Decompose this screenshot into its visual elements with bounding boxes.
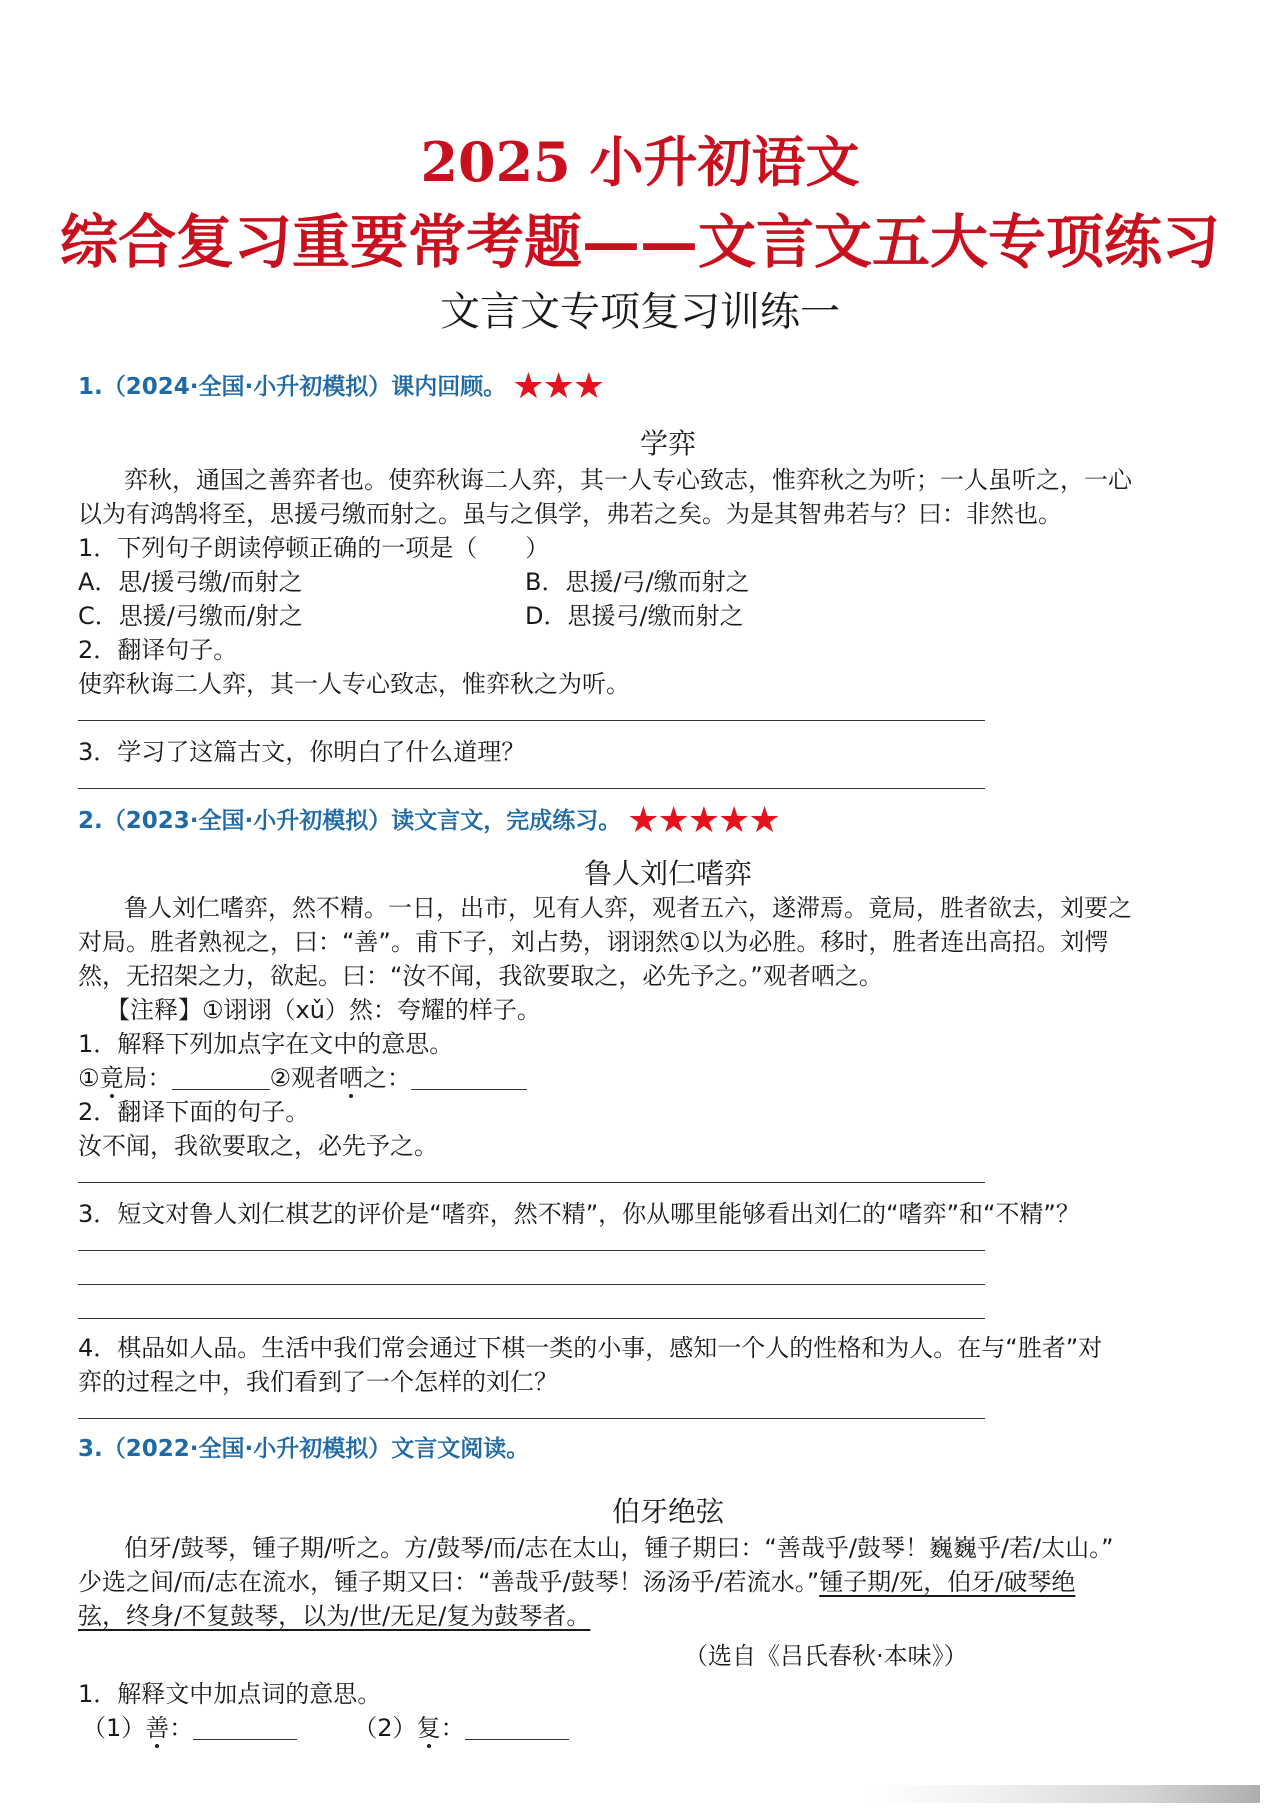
- q3-passage-title: 伯牙绝弦: [611, 1495, 724, 1528]
- q2-sub1-a-suffix: 局：: [123, 1064, 172, 1092]
- q3-sub1-b-blank[interactable]: [465, 1715, 569, 1740]
- q3-sub1-a-prefix: （1）: [82, 1714, 146, 1742]
- q3-sub1-prompt: 1．解释文中加点词的意思。: [78, 1680, 382, 1708]
- q3-sub1-b-prefix: （2）: [353, 1714, 417, 1742]
- q3-underlined-sentence-part2: 弦，终身/不复鼓琴，以为/世/无足/复为鼓琴者。: [78, 1602, 591, 1630]
- q1-option-d: D．思援弓/缴而射之: [525, 602, 744, 630]
- q1-passage-title: 学弈: [639, 427, 696, 460]
- q2-sub1-prompt: 1．解释下列加点字在文中的意思。: [78, 1030, 454, 1058]
- q2-sub3-answer-line-2[interactable]: [78, 1284, 985, 1285]
- q3-sub1-a-blank[interactable]: [193, 1715, 297, 1740]
- q1-heading: [78, 366, 603, 407]
- q1-option-a: A．思/援弓缴/而射之: [78, 568, 303, 596]
- q2-sub1-b-prefix: ②观者: [269, 1064, 340, 1092]
- q2-passage-line1: 鲁人刘仁嗜弈，然不精。一日，出市，见有人弈，观者五六，遂滞焉。竟局，胜者欲去，刘要之: [124, 894, 1132, 922]
- q1-sub2-sentence: 使弈秋诲二人弈，其一人专心致志，惟弈秋之为听。: [78, 670, 630, 698]
- q2-sub1-a-prefix: ①: [78, 1064, 100, 1092]
- corner-watermark: [868, 1785, 1260, 1803]
- q3-heading: [78, 1430, 529, 1463]
- q3-underlined-sentence-part1: 锺子期/死，伯牙/破琴绝: [819, 1568, 1076, 1596]
- page-title-line2: 综合复习重要常考题——文言文五大专项练习: [59, 208, 1220, 276]
- q2-sub1-b-suffix: 之：: [363, 1064, 412, 1092]
- q3-sub1-b-dotted-char: 复: [416, 1714, 441, 1742]
- q1-difficulty-stars: ★★★: [512, 366, 604, 407]
- q3-passage-line2-plain: 少选之间/而/志在流水，锺子期又曰：“善哉乎/鼓琴！汤汤乎/若流水。”: [78, 1568, 820, 1596]
- q2-passage-line3: 然，无招架之力，欲起。曰：“汝不闻，我欲要取之，必先予之。”观者哂之。: [78, 962, 883, 990]
- q2-heading: [78, 800, 779, 841]
- q2-sub4-prompt-line2: 弈的过程之中，我们看到了一个怎样的刘仁？: [78, 1368, 558, 1396]
- q2-sub3-answer-line-3[interactable]: [78, 1318, 985, 1319]
- q2-sub2-answer-line[interactable]: [78, 1182, 985, 1183]
- q1-sub3-answer-line[interactable]: [78, 788, 985, 789]
- q1-sub1-prompt: 1．下列句子朗读停顿正确的一项是（ ）: [78, 534, 550, 562]
- q2-sub3-prompt: 3．短文对鲁人刘仁棋艺的评价是“嗜弈，然不精”，你从哪里能够看出刘仁的“嗜弈”和“不精”？: [78, 1200, 1080, 1228]
- q1-sub2-answer-line[interactable]: [78, 720, 985, 721]
- q2-sub3-answer-line-1[interactable]: [78, 1250, 985, 1251]
- q2-sub2-prompt: 2．翻译下面的句子。: [78, 1098, 310, 1126]
- q3-sub1-a-suffix: ：: [169, 1714, 194, 1742]
- page-title-line1: 2025 小升初语文: [420, 130, 860, 194]
- q3-sub1-b-suffix: ：: [440, 1714, 465, 1742]
- q2-note: 【注释】①诩诩（xǔ）然：夸耀的样子。: [106, 996, 541, 1024]
- q3-sub1-a-dotted-char: 善: [145, 1714, 170, 1742]
- q1-passage-line1: 弈秋，通国之善弈者也。使弈秋诲二人弈，其一人专心致志，惟弈秋之为听；一人虽听之，一心: [124, 466, 1132, 494]
- q2-sub4-answer-line[interactable]: [78, 1418, 985, 1419]
- q2-heading-text: 2.（2023·全国·小升初模拟）读文言文，完成练习。: [78, 808, 622, 834]
- q3-passage-line2: [78, 1562, 1075, 1597]
- q3-sub1-items: [82, 1708, 569, 1743]
- q2-sub1-a-dotted-char: 竟: [99, 1064, 124, 1092]
- q1-sub3-prompt: 3．学习了这篇古文，你明白了什么道理？: [78, 738, 526, 766]
- q2-sub2-sentence: 汝不闻，我欲要取之，必先予之。: [78, 1132, 438, 1160]
- q2-sub1-b-dotted-char: 哂: [339, 1064, 364, 1092]
- q2-sub1-b-blank[interactable]: [411, 1065, 527, 1090]
- q1-sub2-prompt: 2．翻译句子。: [78, 636, 238, 664]
- q1-passage-line2: 以为有鸿鹄将至，思援弓缴而射之。虽与之俱学，弗若之矣。为是其智弗若与？曰：非然也。: [78, 500, 1062, 528]
- q3-passage-line1: 伯牙/鼓琴，锺子期/听之。方/鼓琴/而/志在太山，锺子期曰：“善哉乎/鼓琴！巍巍乎/若/太山。”: [124, 1534, 1114, 1562]
- q2-sub1-items: [78, 1058, 527, 1093]
- q2-passage-title: 鲁人刘仁嗜弈: [583, 857, 752, 890]
- page-subtitle: 文言文专项复习训练一: [440, 289, 840, 335]
- q2-sub4-prompt-line1: 4．棋品如人品。生活中我们常会通过下棋一类的小事，感知一个人的性格和为人。在与“胜者”对: [78, 1334, 1103, 1362]
- q3-source: （选自《吕氏春秋·本味》）: [684, 1642, 968, 1670]
- q1-heading-text: 1.（2024·全国·小升初模拟）课内回顾。: [78, 374, 507, 400]
- q2-difficulty-stars: ★★★★★: [627, 800, 779, 841]
- q2-sub1-a-blank[interactable]: [172, 1065, 270, 1090]
- q1-option-c: C．思援/弓缴而/射之: [78, 602, 303, 630]
- q1-option-b: B．思援/弓/缴而射之: [525, 568, 750, 596]
- q2-passage-line2: 对局。胜者熟视之，曰：“善”。甫下子，刘占势，诩诩然①以为必胜。移时，胜者连出高招。刘愕: [78, 928, 1109, 956]
- q3-heading-text: 3.（2022·全国·小升初模拟）文言文阅读。: [78, 1436, 530, 1462]
